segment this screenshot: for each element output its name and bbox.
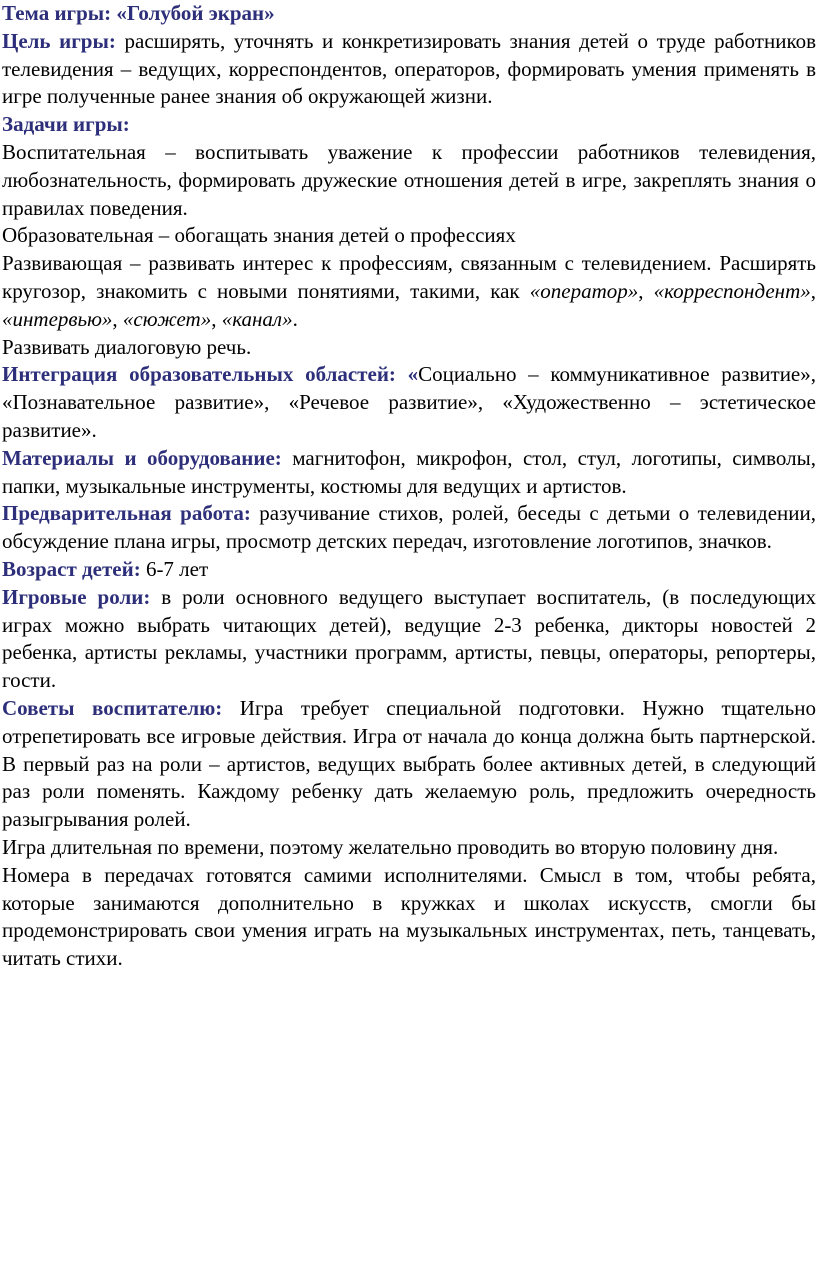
advice-paragraph [2, 695, 816, 834]
task-speech: Развивать диалоговую речь. [2, 334, 252, 359]
game-goal [2, 28, 816, 111]
age-heading: Возраст детей: [2, 556, 141, 581]
tasks-heading: Задачи игры: [2, 112, 130, 137]
integration-text: Социально – коммуникативное развитие», «Познавательное развитие», «Речевое развитие», «Художественно – эстетическое развитие». [2, 362, 816, 442]
materials-paragraph [2, 445, 816, 501]
goal-heading: Цель игры: [2, 28, 116, 53]
term-correspondent: «корреспондент» [653, 278, 811, 303]
task-developing-text: Развивающая – развивать интерес к профессиям, связанным с телевидением. Расширять кругозор, знакомить с новыми понятиями, такими, как [2, 251, 816, 303]
game-topic [2, 0, 816, 28]
term-operator: «оператор» [529, 278, 639, 303]
roles-heading: Игровые роли: [2, 584, 151, 609]
task-educational: Воспитательная – воспитывать уважение к профессии работников телевидения, любознательность, формировать дружеские отношения детей в игре, закреплять знания о правилах поведения. [2, 139, 816, 220]
age-paragraph [2, 556, 816, 584]
advice-heading: Советы воспитателю: [2, 695, 223, 720]
advice-text: Игра требует специальной подготовки. Нужно тщательно отрепетировать все игровые действия. Игра от начала до конца должна быть партнерской. В первый раз на роли – артистов, ведущих выбрать более активных детей, в следующий раз роли поменять. Каждому ребенку дать желаемую роль, предложить очередность разыгрывания ролей. [2, 695, 816, 832]
integration-paragraph [2, 361, 816, 444]
term-interview: «интервью» [2, 306, 113, 331]
materials-text: магнитофон, микрофон, стол, стул, логотипы, символы, папки, музыкальные инструменты, костюмы для ведущих и артистов. [2, 445, 816, 498]
preliminary-heading: Предварительная работа: [2, 501, 251, 526]
advice-paragraph-2: Игра длительная по времени, поэтому желательно проводить во вторую половину дня. [2, 834, 779, 859]
tasks-heading-line [2, 111, 816, 139]
roles-text: в роли основного ведущего выступает воспитатель, (в последующих играх можно выбрать читающих детей), ведущие 2-3 ребенка, дикторы новостей 2 ребенка, артисты рекламы, участники программ, артисты, певцы, операторы, репортеры, гости. [2, 584, 816, 693]
roles-paragraph [2, 584, 816, 695]
term-channel: «канал» [221, 306, 293, 331]
preliminary-text: разучивание стихов, ролей, беседы с детьми о телевидении, обсуждение плана игры, просмотр детских передач, изготовление логотипов, значков. [2, 501, 816, 554]
topic-heading: Тема игры: «Голубой экран» [2, 1, 275, 25]
age-text: 6-7 лет [140, 556, 209, 581]
task-learning: Образовательная – обогащать знания детей о профессиях [2, 223, 516, 248]
preliminary-paragraph [2, 500, 816, 556]
goal-text: расширять, уточнять и конкретизировать знания детей о труде работников телевидения – ведущих, корреспондентов, операторов, формировать умения применять в игре полученные ранее знания об окружающей жизни. [2, 28, 816, 109]
integration-heading: Интеграция образовательных областей: « [2, 362, 419, 387]
advice-paragraph-3: Номера в передачах готовятся самими исполнителями. Смысл в том, чтобы ребята, которые занимаются дополнительно в кружках и школах искусств, смогли бы продемонстрировать свои умения играть на музыкальных инструментах, петь, танцевать, читать стихи. [2, 862, 816, 971]
materials-heading: Материалы и оборудование: [2, 445, 282, 470]
task-developing: Развивающая – развивать интерес к профессиям, связанным с телевидением. Расширять кругозор, знакомить с новыми понятиями, такими, как «оператор», «корреспондент», «интервью», «сюжет», «канал». [2, 251, 816, 331]
term-story: «сюжет» [122, 306, 212, 331]
